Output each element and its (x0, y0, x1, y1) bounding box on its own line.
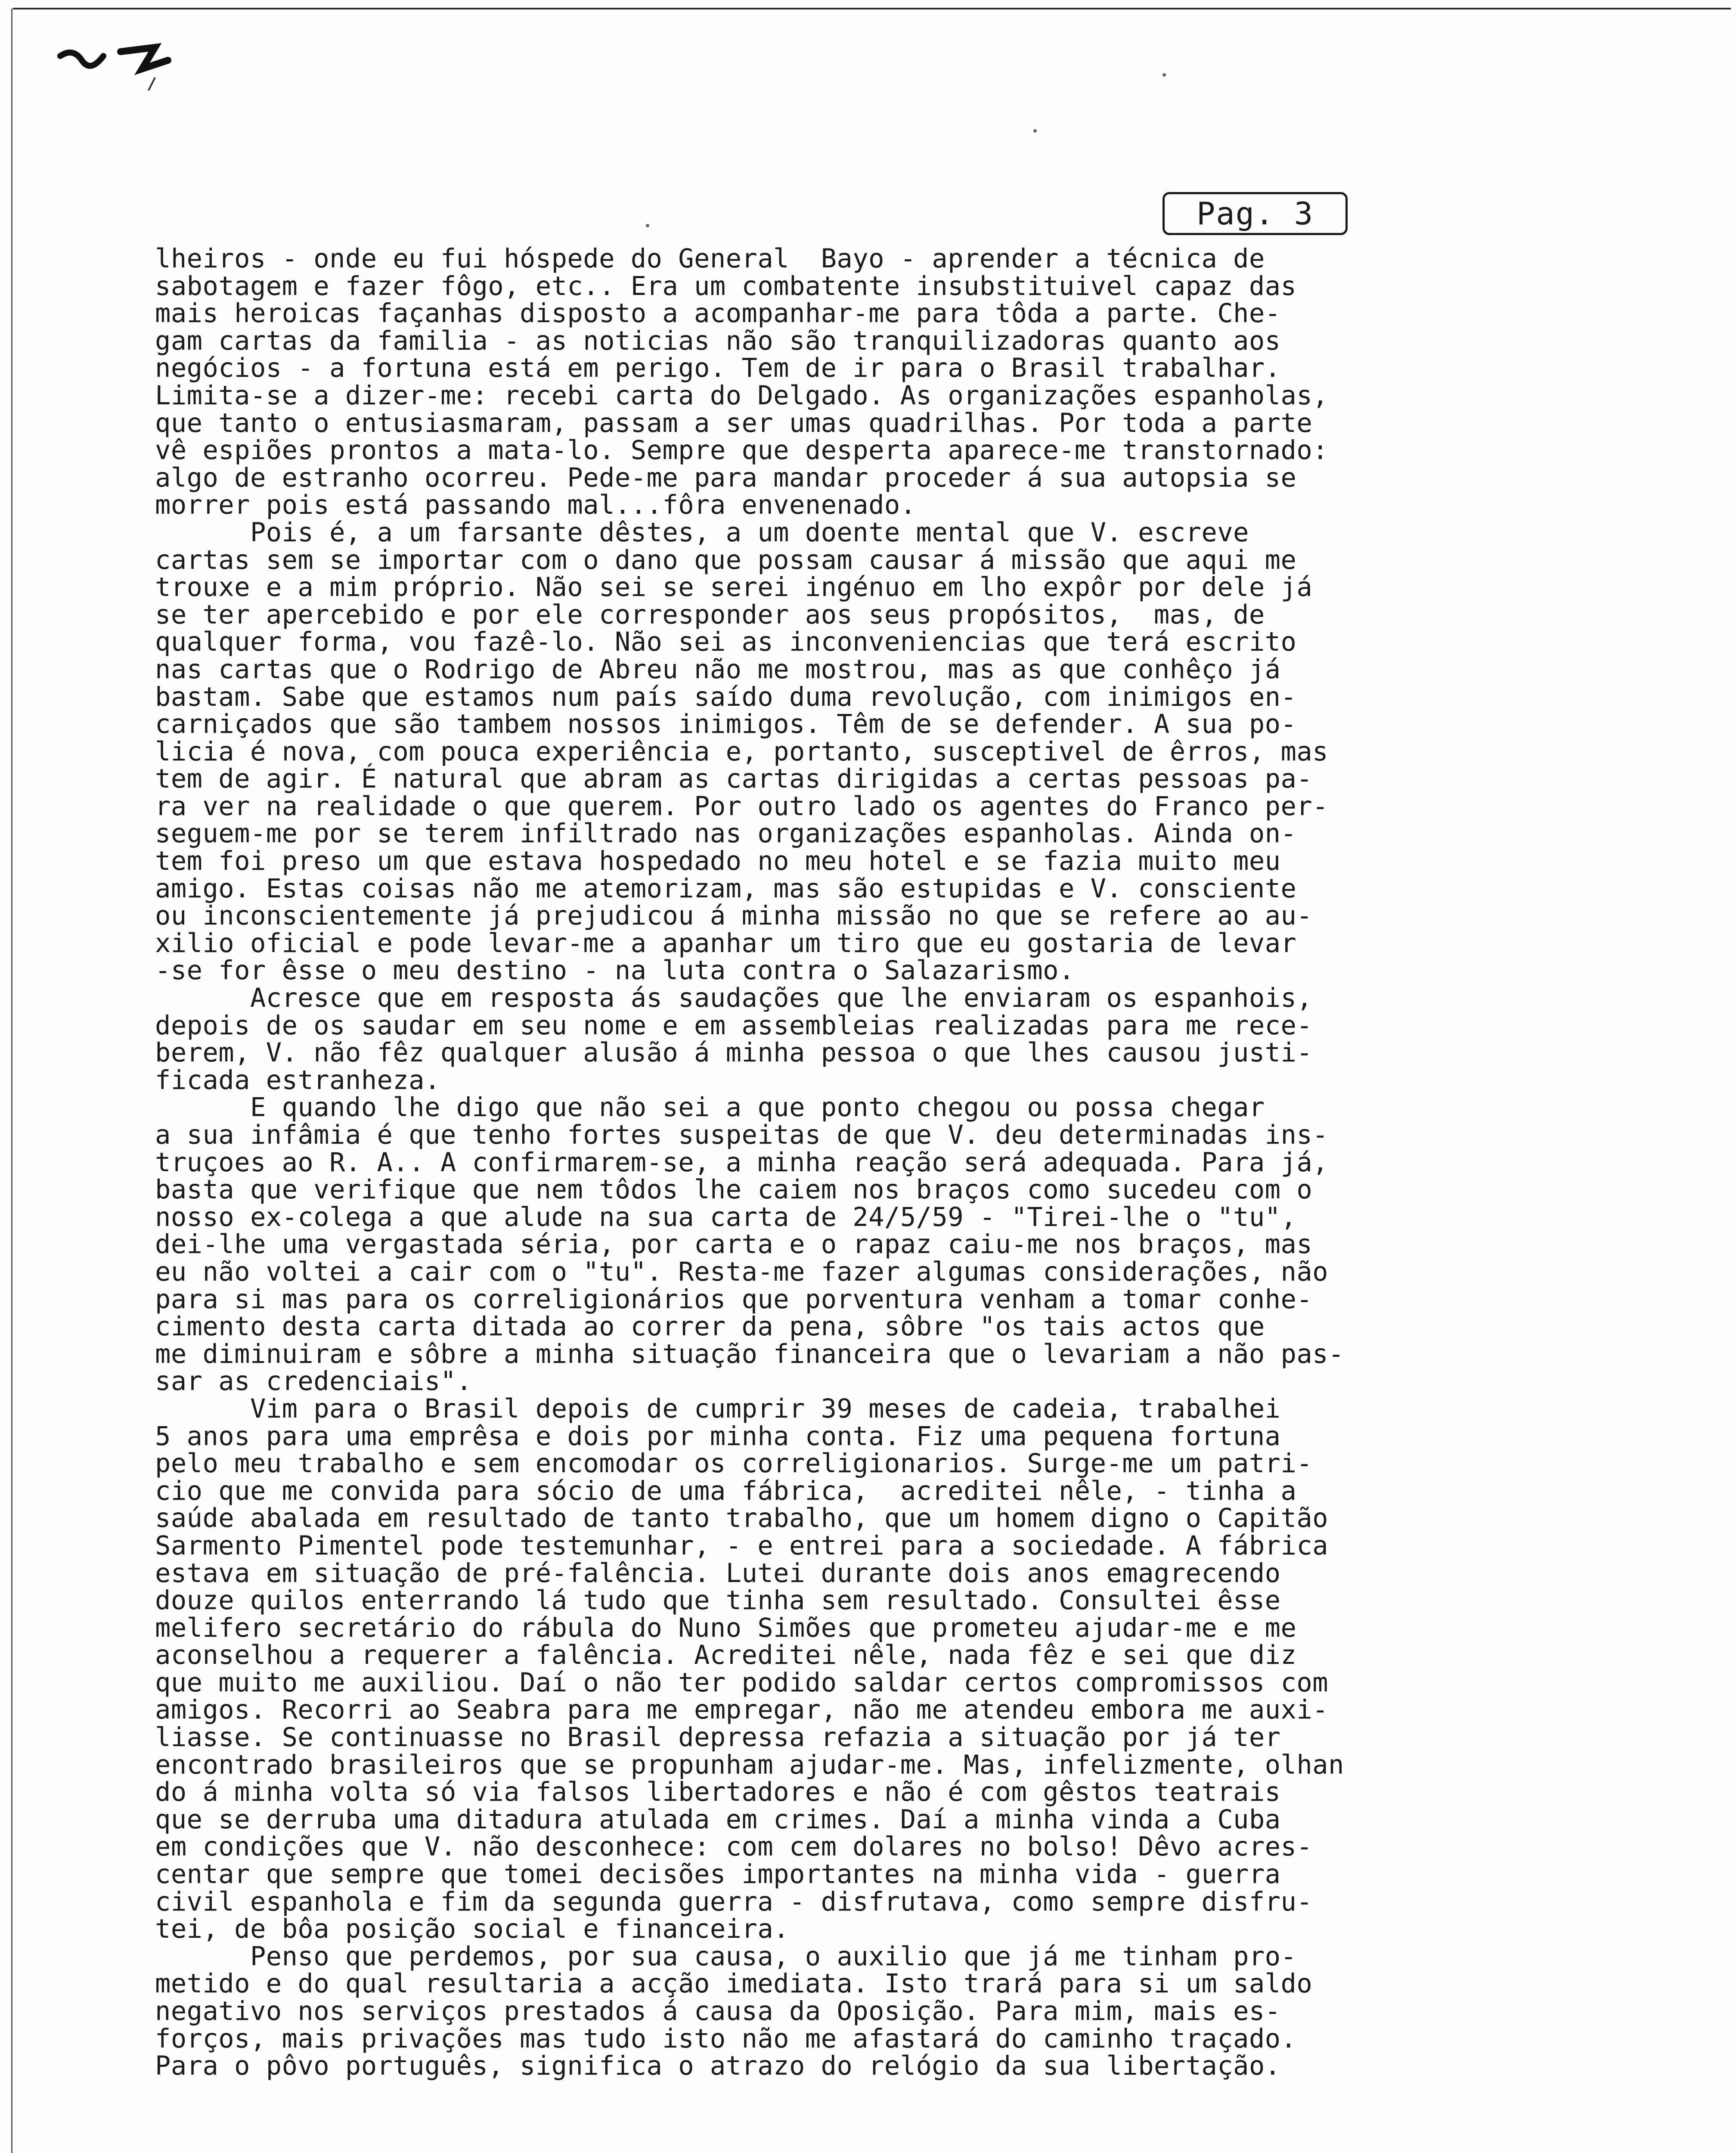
letter-line: basta que verifique que nem tôdos lhe caiem nos braços como sucedeu com o (155, 1175, 1313, 1205)
letter-line: algo de estranho ocorreu. Pede-me para mandar proceder á sua autopsia se (155, 462, 1297, 493)
letter-line: douze quilos enterrando lá tudo que tinha sem resultado. Consultei êsse (155, 1585, 1281, 1616)
letter-line: nas cartas que o Rodrigo de Abreu não me mostrou, mas as que conhêço já (155, 654, 1281, 685)
letter-line: Sarmento Pimentel pode testemunhar, - e entrei para a sociedade. A fábrica (155, 1530, 1328, 1561)
letter-line: que tanto o entusiasmaram, passam a ser umas quadrilhas. Por toda a parte (155, 408, 1313, 438)
letter-line: licia é nova, com pouca experiência e, portanto, susceptivel de êrros, mas (155, 736, 1328, 767)
letter-line: negócios - a fortuna está em perigo. Tem de ir para o Brasil trabalhar. (155, 353, 1281, 384)
letter-line: E quando lhe digo que não sei a que ponto chegou ou possa chegar (155, 1092, 1265, 1123)
letter-line: liasse. Se continuasse no Brasil depressa refazia a situação por já ter (155, 1722, 1281, 1753)
page-left-edge (11, 9, 12, 2153)
letter-line: ou inconscientemente já prejudicou á minha missão no que se refere ao au- (155, 901, 1313, 931)
letter-line: morrer pois está passando mal...fôra envenenado. (155, 490, 916, 521)
letter-line: centar que sempre que tomei decisões importantes na minha vida - guerra (155, 1859, 1281, 1890)
letter-line: ra ver na realidade o que querem. Por outro lado os agentes do Franco per- (155, 791, 1328, 822)
letter-line: 5 anos para uma emprêsa e dois por minha conta. Fiz uma pequena fortuna (155, 1421, 1281, 1452)
letter-line: carniçados que são tambem nossos inimigos. Têm de se defender. A sua po- (155, 709, 1297, 740)
page-top-edge (13, 8, 1731, 9)
letter-line: saúde abalada em resultado de tanto trabalho, que um homem digno o Capitão (155, 1503, 1328, 1534)
letter-line: truçoes ao R. A.. A confirmarem-se, a minha reação será adequada. Para já, (155, 1147, 1328, 1178)
letter-line: seguem-me por se terem infiltrado nas organizações espanholas. Ainda on- (155, 819, 1297, 849)
letter-line: cimento desta carta ditada ao correr da pena, sôbre "os tais actos que (155, 1312, 1265, 1342)
letter-line: a sua infâmia é que tenho fortes suspeitas de que V. deu determinadas ins- (155, 1120, 1328, 1150)
letter-line: trouxe e a mim próprio. Não sei se serei ingénuo em lho expôr por dele já (155, 572, 1313, 603)
letter-line: em condições que V. não desconhece: com cem dolares no bolso! Dêvo acres- (155, 1832, 1313, 1862)
letter-line: cio que me convida para sócio de uma fábrica, acreditei nêle, - tinha a (155, 1476, 1297, 1506)
letter-line: eu não voltei a cair com o "tu". Resta-me fazer algumas considerações, não (155, 1256, 1328, 1287)
paper-speck (1162, 73, 1166, 77)
letter-line: gam cartas da familia - as noticias não são tranquilizadoras quanto aos (155, 326, 1281, 356)
letter-line: se ter apercebido e por ele corresponder aos seus propósitos, mas, de (155, 599, 1265, 630)
letter-line: me diminuiram e sôbre a minha situação financeira que o levariam a não pas- (155, 1339, 1344, 1369)
letter-line: tei, de bôa posição social e financeira. (155, 1914, 789, 1945)
letter-line: forços, mais privações mas tudo isto não me afastará do caminho traçado. (155, 2023, 1297, 2054)
letter-line: encontrado brasileiros que se propunham ajudar-me. Mas, infelizmente, olhan (155, 1750, 1344, 1780)
letter-line: amigos. Recorri ao Seabra para me empregar, não me atendeu embora me auxi- (155, 1695, 1328, 1725)
letter-line: Acresce que em resposta ás saudações que lhe enviaram os espanhois, (155, 983, 1313, 1014)
ink-scribble-mark (56, 30, 194, 90)
letter-line: -se for êsse o meu destino - na luta contra o Salazarismo. (155, 956, 1075, 986)
letter-line: do á minha volta só via falsos libertadores e não é com gêstos teatrais (155, 1777, 1281, 1808)
letter-line: para si mas para os correligionários que porventura venham a tomar conhe- (155, 1284, 1313, 1315)
letter-line: Penso que perdemos, por sua causa, o auxilio que já me tinham pro- (155, 1941, 1297, 1972)
letter-line: xilio oficial e pode levar-me a apanhar um tiro que eu gostaria de levar (155, 928, 1297, 959)
letter-line: Vim para o Brasil depois de cumprir 39 meses de cadeia, trabalhei (155, 1393, 1281, 1424)
letter-line: depois de os saudar em seu nome e em assembleias realizadas para me rece- (155, 1010, 1313, 1041)
letter-line: dei-lhe uma vergastada séria, por carta e o rapaz caiu-me nos braços, mas (155, 1229, 1313, 1260)
page-number-label: Pag. 3 (1162, 192, 1348, 235)
letter-line: pelo meu trabalho e sem encomodar os correligionarios. Surge-me um patri- (155, 1449, 1313, 1479)
letter-line: sar as credenciais". (155, 1366, 472, 1397)
letter-line: civil espanhola e fim da segunda guerra - disfrutava, como sempre disfru- (155, 1886, 1313, 1917)
letter-line: vê espiões prontos a mata-lo. Sempre que desperta aparece-me transtornado: (155, 435, 1328, 466)
letter-line: ficada estranheza. (155, 1065, 440, 1095)
letter-line: bastam. Sabe que estamos num país saído duma revolução, com inimigos en- (155, 682, 1297, 712)
letter-line: lheiros - onde eu fui hóspede do General Bayo - aprender a técnica de (155, 244, 1265, 274)
letter-line: mais heroicas façanhas disposto a acompanhar-me para tôda a parte. Che- (155, 298, 1281, 329)
letter-line: amigo. Estas coisas não me atemorizam, mas são estupidas e V. consciente (155, 873, 1297, 904)
letter-line: melifero secretário do rábula do Nuno Simões que prometeu ajudar-me e me (155, 1613, 1297, 1643)
letter-line: Pois é, a um farsante dêstes, a um doente mental que V. escreve (155, 517, 1249, 548)
letter-line: sabotagem e fazer fôgo, etc.. Era um combatente insubstituivel capaz das (155, 271, 1297, 301)
letter-line: metido e do qual resultaria a acção imediata. Isto trará para si um saldo (155, 1969, 1313, 1999)
letter-line: aconselhou a requerer a falência. Acreditei nêle, nada fêz e sei que diz (155, 1640, 1297, 1671)
letter-line: estava em situação de pré-falência. Lutei durante dois anos emagrecendo (155, 1558, 1281, 1588)
letter-body (155, 245, 1472, 2080)
letter-line: berem, V. não fêz qualquer alusão á minha pessoa o que lhes causou justi- (155, 1038, 1313, 1068)
letter-line: tem foi preso um que estava hospedado no meu hotel e se fazia muito meu (155, 846, 1281, 877)
letter-line: qualquer forma, vou fazê-lo. Não sei as inconveniencias que terá escrito (155, 627, 1297, 658)
letter-line: Para o pôvo português, significa o atrazo do relógio da sua libertação. (155, 2051, 1281, 2082)
letter-line: nosso ex-colega a que alude na sua carta de 24/5/59 - "Tirei-lhe o "tu", (155, 1202, 1297, 1232)
letter-line: tem de agir. É natural que abram as cartas dirigidas a certas pessoas pa- (155, 764, 1313, 794)
letter-line: que se derruba uma ditadura atulada em crimes. Daí a minha vinda a Cuba (155, 1804, 1281, 1835)
letter-line: Limita-se a dizer-me: recebi carta do Delgado. As organizações espanholas, (155, 380, 1328, 411)
letter-line: negativo nos serviços prestados á causa da Oposição. Para mim, mais es- (155, 1996, 1281, 2026)
letter-line: cartas sem se importar com o dano que possam causar á missão que aqui me (155, 545, 1297, 575)
letter-line: que muito me auxiliou. Daí o não ter podido saldar certos compromissos com (155, 1667, 1328, 1698)
paper-speck (1033, 129, 1037, 133)
paper-speck (646, 224, 649, 227)
